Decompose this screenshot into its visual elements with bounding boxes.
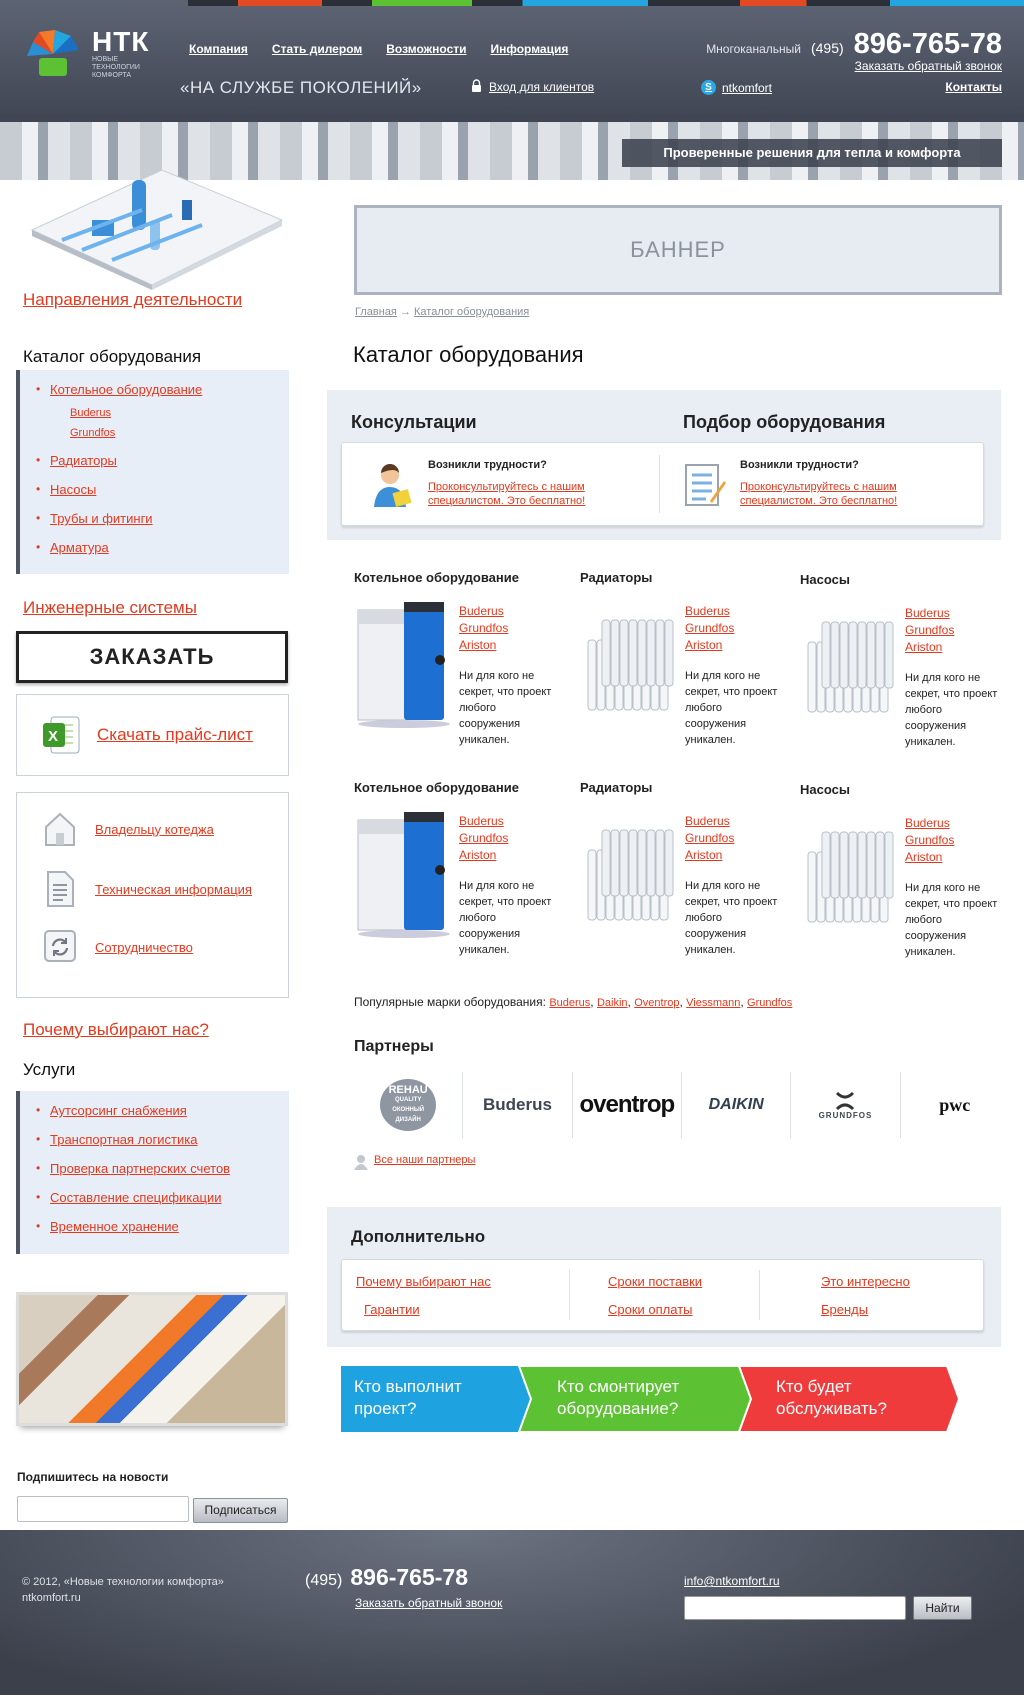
partner-grundfos[interactable] <box>791 1072 900 1138</box>
contacts-link[interactable]: Контакты <box>945 80 1002 94</box>
nav-company[interactable]: Компания <box>189 42 248 56</box>
consultant-icon <box>370 461 414 509</box>
all-partners-row[interactable] <box>354 1154 475 1170</box>
extra-payment[interactable]: Сроки оплаты <box>608 1302 693 1317</box>
extra-block <box>327 1207 1001 1347</box>
brand-ariston-link[interactable]: Ariston <box>905 850 943 864</box>
brand-grundfos-link[interactable]: Grundfos <box>459 831 509 845</box>
selection-link[interactable]: Проконсультируйтесь с нашим специалистом. Это бесплатно! <box>740 481 898 507</box>
brand-buderus-link[interactable]: Buderus <box>685 604 730 618</box>
product-title: Радиаторы <box>580 780 653 795</box>
brand-buderus-link[interactable]: Buderus <box>459 814 504 828</box>
tech-info-row[interactable] <box>43 869 252 909</box>
document-icon <box>43 869 77 909</box>
footer-phone <box>305 1564 468 1591</box>
breadcrumb <box>355 306 529 318</box>
top-nav <box>189 42 568 56</box>
services-title: Услуги <box>23 1060 76 1079</box>
phone-number: 896-765-78 <box>853 28 1002 60</box>
product-image[interactable] <box>580 600 680 730</box>
cooperation-row[interactable] <box>43 927 193 967</box>
breadcrumb-home[interactable]: Главная <box>355 306 397 318</box>
brand-buderus-link[interactable]: Buderus <box>459 604 504 618</box>
extra-why-us[interactable]: Почему выбирают нас <box>356 1274 491 1289</box>
brand-ariston-link[interactable]: Ariston <box>459 638 497 652</box>
brand-ariston-link[interactable]: Ariston <box>905 640 943 654</box>
footer-phone-code: (495) <box>305 1572 343 1589</box>
consult-link[interactable]: Проконсультируйтесь с нашим специалистом. Это бесплатно! <box>428 481 586 507</box>
brand-ariston-link[interactable]: Ariston <box>685 848 723 862</box>
brand-grundfos-link[interactable]: Grundfos <box>459 621 509 635</box>
brand-grundfos-link[interactable]: Grundfos <box>905 623 955 637</box>
engineering-link[interactable]: Инженерные системы <box>23 598 197 617</box>
why-us-link[interactable]: Почему выбирают нас? <box>23 1020 209 1039</box>
menu-valves[interactable]: • Арматура <box>50 540 289 555</box>
partners-icon <box>354 1154 368 1170</box>
svg-text:X: X <box>48 728 59 745</box>
subscribe-title: Подпишитесь на новости <box>17 1470 169 1484</box>
brand-buderus-link[interactable]: Buderus <box>905 606 950 620</box>
selection-title: Подбор оборудования <box>683 412 886 432</box>
site-header <box>0 0 1024 122</box>
logo-subtitle: НОВЫЕ ТЕХНОЛОГИИ КОМФОРТА <box>92 56 140 79</box>
owner-link-row[interactable] <box>43 809 214 849</box>
all-partners-link[interactable]: Все наши партнеры <box>374 1154 476 1166</box>
service-storage[interactable]: • Временное хранение <box>50 1219 289 1234</box>
product-description: Ни для кого не секрет, что проект любого сооружения уникален. <box>459 880 552 956</box>
logo-text: НТК <box>92 26 150 57</box>
order-button[interactable]: ЗАКАЗАТЬ <box>16 631 288 683</box>
popular-oventrop[interactable]: Oventrop <box>634 997 680 1009</box>
product-description: Ни для кого не секрет, что проект любого сооружения уникален. <box>459 670 552 746</box>
slogan: «НА СЛУЖБЕ ПОКОЛЕНИЙ» <box>180 78 422 97</box>
skype-link[interactable] <box>701 80 772 95</box>
extra-title: Дополнительно <box>351 1227 486 1246</box>
consultation-block <box>327 390 1001 540</box>
checklist-icon <box>682 461 726 509</box>
brand-buderus-link[interactable]: Buderus <box>685 814 730 828</box>
brand-buderus-link[interactable]: Buderus <box>905 816 950 830</box>
step-service[interactable]: Кто будет обслуживать? <box>776 1377 887 1418</box>
excel-icon <box>43 715 81 755</box>
footer-email-link[interactable]: info@ntkomfort.ru <box>684 1574 780 1588</box>
ad-banner[interactable]: БАННЕР <box>354 205 1002 295</box>
tech-info-link[interactable]: Техническая информация <box>95 881 252 897</box>
popular-daikin[interactable]: Daikin <box>596 997 628 1009</box>
rehau-name: REHAU <box>388 1084 428 1096</box>
header-color-stripes <box>188 0 1024 6</box>
product-description: Ни для кого не секрет, что проект любого сооружения уникален. <box>905 672 998 748</box>
brand-grundfos-link[interactable]: Grundfos <box>905 833 955 847</box>
footer-callback-link[interactable]: Заказать обратный звонок <box>355 1596 503 1610</box>
price-list-box <box>16 694 289 776</box>
product-image[interactable] <box>354 810 454 940</box>
brand-ariston-link[interactable]: Ariston <box>685 638 723 652</box>
skype-icon: S <box>701 80 716 95</box>
popular-grundfos[interactable]: Grundfos <box>747 997 793 1009</box>
brand-grundfos-link[interactable]: Grundfos <box>685 621 735 635</box>
service-outsourcing[interactable]: • Аутсорсинг снабжения <box>50 1103 289 1118</box>
house-heating-photo[interactable] <box>16 1292 288 1426</box>
product-description: Ни для кого не секрет, что проект любого сооружения уникален. <box>685 880 778 956</box>
popular-label: Популярные марки оборудования: <box>354 995 546 1009</box>
extra-divider <box>759 1270 760 1320</box>
partner-pwc[interactable]: pwc <box>939 1094 971 1115</box>
menu-pipes[interactable]: • Трубы и фитинги <box>50 511 289 526</box>
product-image[interactable] <box>354 600 454 730</box>
consult-question: Возникли трудности? <box>428 459 547 471</box>
product-brand-links <box>459 813 508 864</box>
house-icon <box>43 809 77 849</box>
logo-icon[interactable] <box>25 28 81 80</box>
extra-delivery[interactable]: Сроки поставки <box>608 1274 703 1289</box>
product-title: Насосы <box>800 572 850 587</box>
services-menu <box>16 1091 289 1254</box>
grundfos-icon <box>833 1091 857 1111</box>
step-project[interactable]: Кто выполнит проект? <box>354 1377 462 1418</box>
consult-panel <box>341 442 984 526</box>
product-card <box>800 572 1020 772</box>
brand-ariston-link[interactable]: Ariston <box>459 848 497 862</box>
extra-panel <box>341 1259 984 1331</box>
header-phone <box>706 28 1002 61</box>
menu-sub-buderus[interactable]: Buderus <box>70 407 111 419</box>
extra-interesting[interactable]: Это интересно <box>821 1274 910 1289</box>
catalog-menu <box>16 370 289 574</box>
popular-viessmann[interactable]: Viessmann <box>686 997 741 1009</box>
product-brand-links <box>685 813 734 864</box>
rehau-badge <box>380 1079 436 1131</box>
service-invoices[interactable]: • Проверка партнерских счетов <box>50 1161 289 1176</box>
breadcrumb-current[interactable]: Каталог оборудования <box>414 306 530 318</box>
partners-logos <box>354 1072 1009 1138</box>
owner-link[interactable]: Владельцу котеджа <box>95 821 214 837</box>
client-login-link[interactable]: Вход для клиентов <box>489 80 595 94</box>
service-steps <box>341 1366 959 1432</box>
product-brand-links <box>905 605 954 656</box>
product-card <box>580 570 800 770</box>
menu-sub-grundfos[interactable]: Grundfos <box>70 427 116 439</box>
footer-site: ntkomfort.ru <box>22 1592 81 1604</box>
product-title: Радиаторы <box>580 570 653 585</box>
product-card <box>354 780 574 980</box>
product-description: Ни для кого не секрет, что проект любого сооружения уникален. <box>685 670 778 746</box>
footer-phone-number: 896-765-78 <box>350 1564 469 1590</box>
product-card <box>580 780 800 980</box>
selection-cell <box>654 443 974 525</box>
brand-grundfos-link[interactable]: Grundfos <box>685 831 735 845</box>
subscribe-email-input[interactable] <box>17 1496 189 1522</box>
page-title: Каталог оборудования <box>353 342 584 367</box>
product-image[interactable] <box>800 812 900 942</box>
subscribe-button[interactable]: Подписаться <box>193 1498 288 1523</box>
selection-question: Возникли трудности? <box>740 459 859 471</box>
directions-link[interactable]: Направления деятельности <box>23 290 243 309</box>
extra-divider <box>569 1270 570 1320</box>
product-card <box>800 782 1020 982</box>
callback-link[interactable]: Заказать обратный звонок <box>854 59 1002 73</box>
band-caption: Проверенные решения для тепла и комфорта <box>622 139 1002 167</box>
phone-prefix: Многоканальный <box>706 42 801 56</box>
product-image[interactable] <box>580 810 680 940</box>
copyright-text: © 2012, «Новые технологии комфорта» <box>22 1576 224 1588</box>
product-title: Насосы <box>800 782 850 797</box>
popular-brands: Популярные марки оборудования: Buderus, Daikin, Oventrop, Viessmann, Grundfos <box>354 995 793 1009</box>
product-brand-links <box>685 603 734 654</box>
extra-brands[interactable]: Бренды <box>821 1302 869 1317</box>
partner-daikin[interactable]: DAIKIN <box>682 1072 791 1138</box>
partner-buderus[interactable]: Buderus <box>463 1072 572 1138</box>
cooperation-link[interactable]: Сотрудничество <box>95 939 193 955</box>
nav-info[interactable]: Информация <box>490 42 569 56</box>
menu-radiators[interactable]: • Радиаторы <box>50 453 289 468</box>
nav-features[interactable]: Возможности <box>386 42 467 56</box>
phone-code: (495) <box>810 40 844 56</box>
product-title: Котельное оборудование <box>354 780 519 795</box>
download-price-link[interactable]: Скачать прайс-лист <box>97 725 253 744</box>
consult-title: Консультации <box>351 412 477 432</box>
refresh-icon <box>43 927 77 967</box>
catalog-illustration <box>22 150 292 290</box>
footer-search-input[interactable] <box>684 1596 906 1620</box>
consult-cell <box>342 443 662 525</box>
footer-search-button[interactable]: Найти <box>913 1596 972 1620</box>
partners-title: Партнеры <box>354 1038 434 1055</box>
popular-buderus[interactable]: Buderus <box>549 997 591 1009</box>
lock-icon <box>471 79 482 92</box>
rehau-quality: QUALITY <box>394 1097 422 1103</box>
catalog-title: Каталог оборудования <box>23 347 202 366</box>
extra-guarantees[interactable]: Гарантии <box>364 1302 420 1317</box>
skype-label: ntkomfort <box>722 80 773 95</box>
menu-pumps[interactable]: • Насосы <box>50 482 289 497</box>
site-footer <box>0 1530 1024 1695</box>
product-image[interactable] <box>800 602 900 732</box>
info-links-box <box>16 792 289 998</box>
nav-dealer[interactable]: Стать дилером <box>271 42 363 56</box>
product-brand-links <box>905 815 954 866</box>
breadcrumb-arrow: → <box>399 306 411 318</box>
product-title: Котельное оборудование <box>354 570 519 585</box>
product-description: Ни для кого не секрет, что проект любого сооружения уникален. <box>905 882 998 958</box>
product-card <box>354 570 574 770</box>
service-specification[interactable]: • Составление спецификации <box>50 1190 289 1205</box>
partner-rehau[interactable] <box>354 1072 463 1138</box>
menu-boilers[interactable]: • Котельное оборудование <box>50 382 289 397</box>
copyright <box>22 1574 224 1606</box>
step-install[interactable]: Кто смонтирует оборудование? <box>557 1377 680 1418</box>
product-brand-links <box>459 603 508 654</box>
service-logistics[interactable]: • Транспортная логистика <box>50 1132 289 1147</box>
grundfos-label: GRUNDFOS <box>818 1110 873 1120</box>
partner-oventrop[interactable]: oventrop <box>573 1072 682 1138</box>
rehau-sub: ОКОННЫЙ ДИЗАЙН <box>392 1107 425 1123</box>
